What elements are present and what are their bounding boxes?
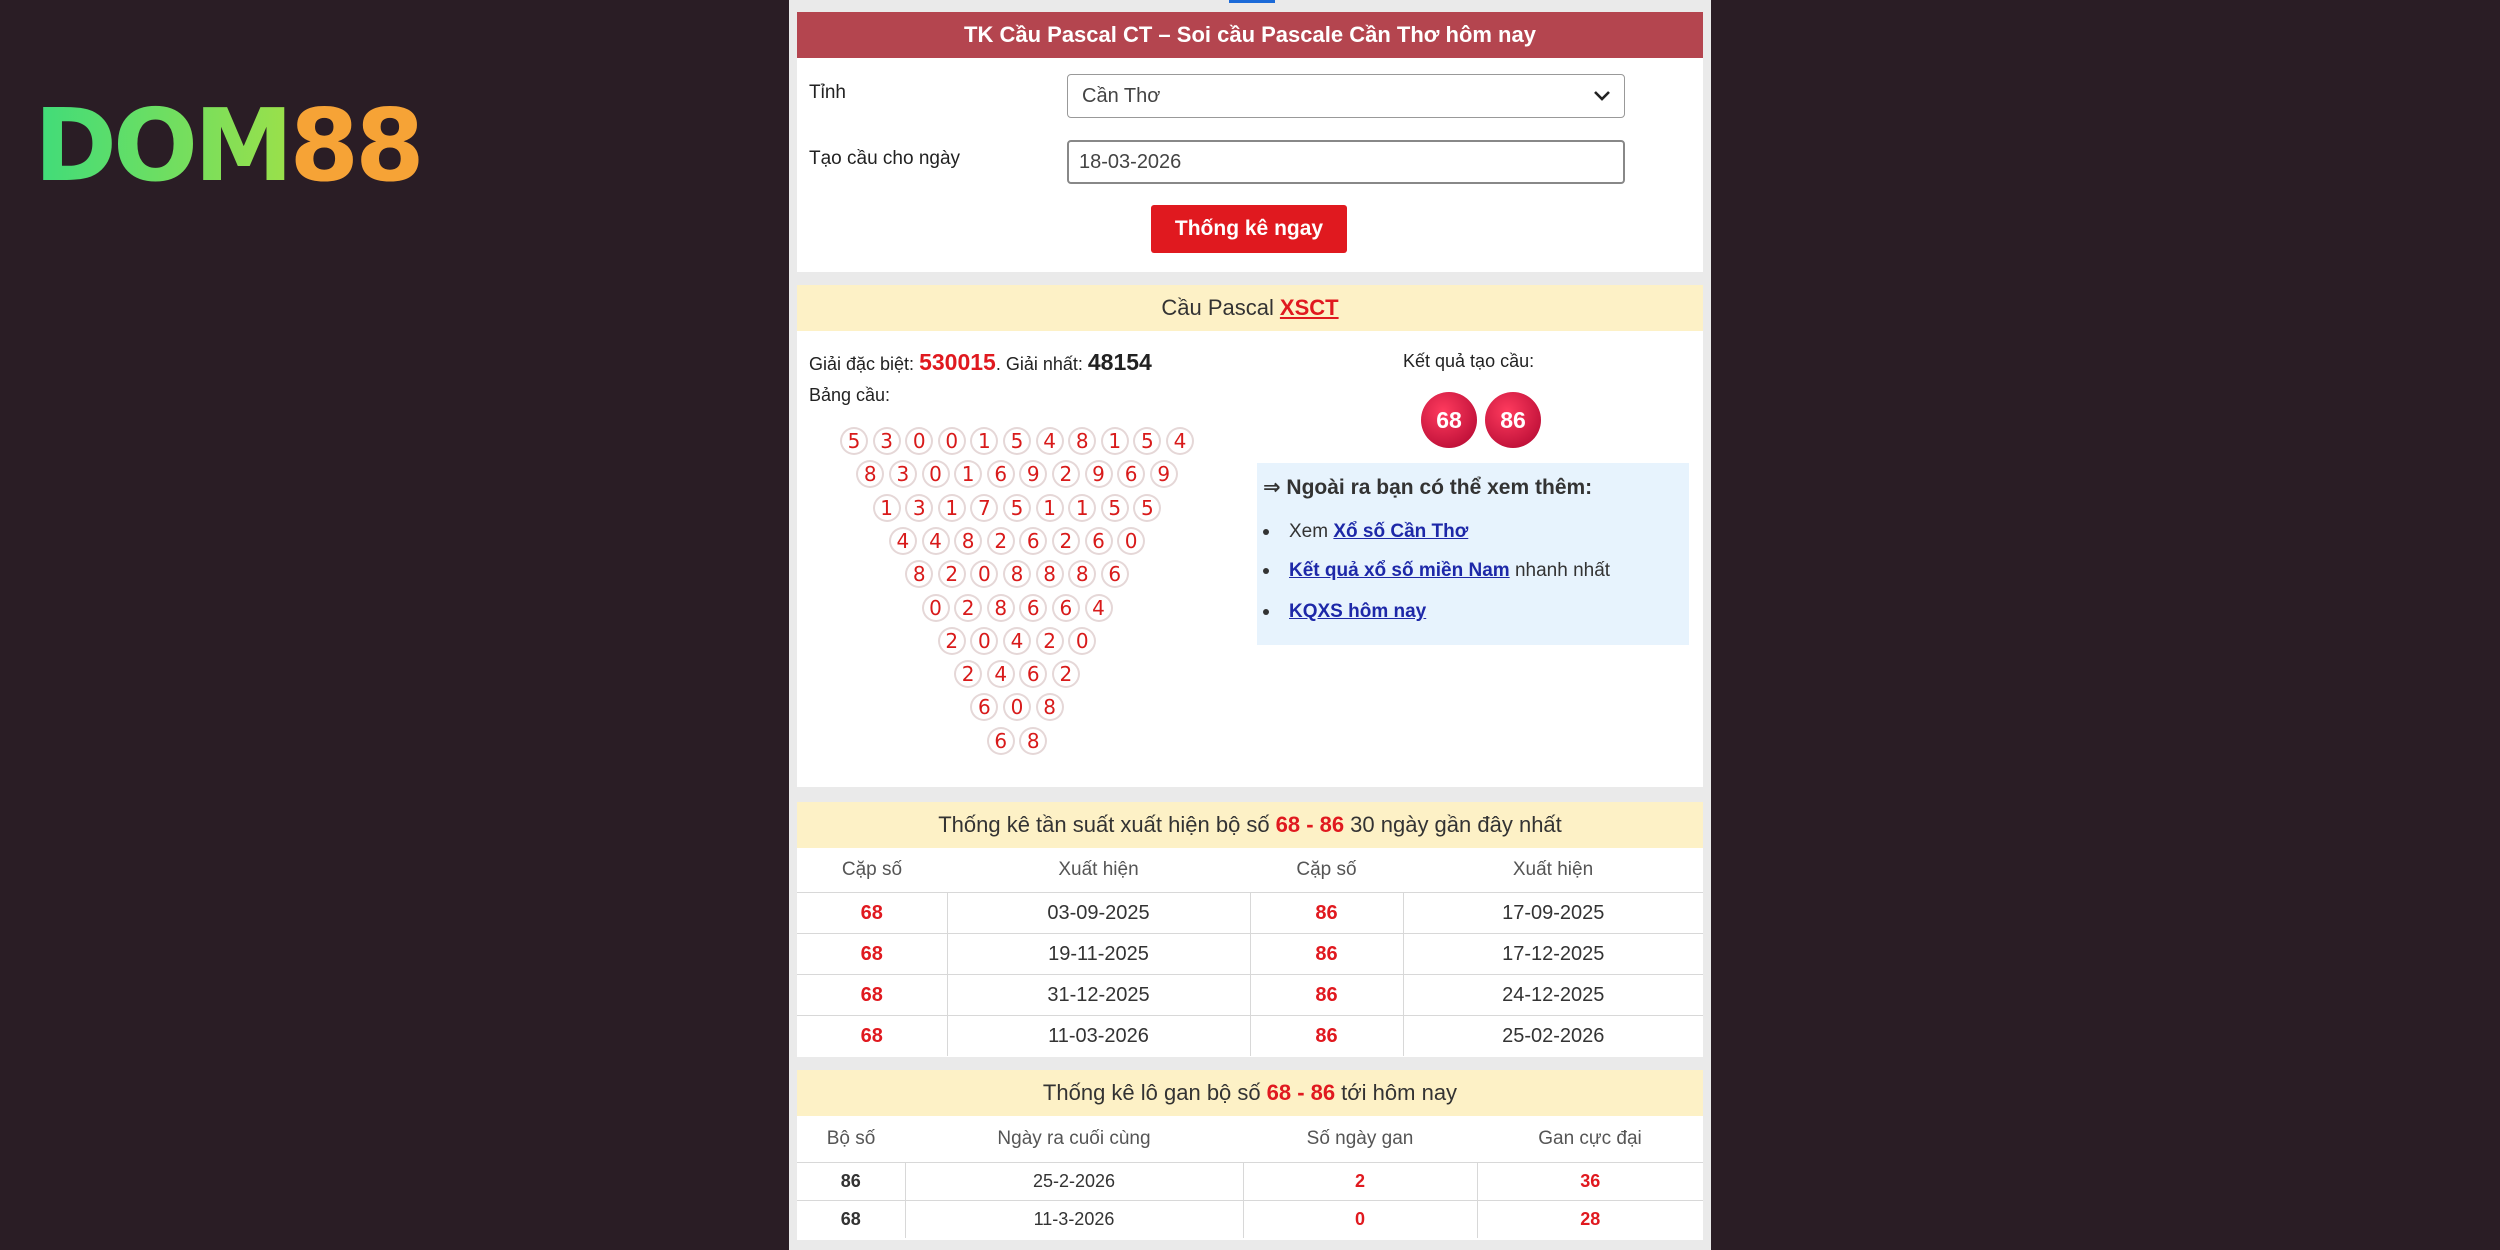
column-header: Gan cực đại xyxy=(1477,1116,1703,1163)
triangle-digit: 2 xyxy=(1052,660,1080,688)
triangle-digit: 8 xyxy=(1003,560,1031,588)
pair-cell: 68 xyxy=(797,1016,947,1057)
main-column xyxy=(789,0,1711,1250)
see-more-box xyxy=(1257,463,1689,645)
triangle-digit: 2 xyxy=(954,594,982,622)
result-ball: 68 xyxy=(1421,392,1477,448)
date-cell: 31-12-2025 xyxy=(947,975,1250,1016)
triangle-digit: 6 xyxy=(1052,594,1080,622)
triangle-digit: 4 xyxy=(1166,427,1194,455)
xsct-link[interactable]: XSCT xyxy=(1279,295,1339,320)
table-header-row xyxy=(797,848,1703,893)
pair-cell: 86 xyxy=(1250,934,1403,975)
lo-gan-table xyxy=(797,1116,1703,1238)
triangle-digit: 1 xyxy=(1068,494,1096,522)
table-label: Bảng cầu: xyxy=(809,385,891,405)
max-gan-cell: 36 xyxy=(1477,1163,1703,1201)
triangle-digit: 3 xyxy=(905,494,933,522)
lo-gan-heading-prefix: Thống kê lô gan bộ số xyxy=(1042,1080,1261,1105)
triangle-digit: 1 xyxy=(873,494,901,522)
date-cell: 11-3-2026 xyxy=(905,1201,1243,1239)
frequency-heading-suffix: 30 ngày gần đây nhất xyxy=(1350,812,1562,837)
pair-cell: 86 xyxy=(797,1163,905,1201)
table-row xyxy=(797,1201,1703,1239)
triangle-digit: 4 xyxy=(922,527,950,555)
pascal-form-card xyxy=(797,12,1703,272)
logo-text-88: 88 xyxy=(289,87,421,204)
triangle-digit: 8 xyxy=(1036,560,1064,588)
triangle-digit: 3 xyxy=(873,427,901,455)
max-gan-cell: 28 xyxy=(1477,1201,1703,1239)
triangle-digit: 0 xyxy=(970,627,998,655)
column-header: Cặp số xyxy=(797,848,947,893)
result-label: Kết quả tạo cầu: xyxy=(1403,351,1535,371)
province-select-value: Cần Thơ xyxy=(1082,84,1161,107)
chevron-down-icon xyxy=(1590,84,1614,108)
pair-cell: 68 xyxy=(797,1201,905,1239)
triangle-digit: 6 xyxy=(987,460,1015,488)
triangle-digit: 9 xyxy=(1019,460,1047,488)
triangle-digit: 5 xyxy=(1101,494,1129,522)
form-title: TK Cầu Pascal CT – Soi cầu Pascale Cần Thơ hôm nay xyxy=(797,12,1703,58)
province-select[interactable] xyxy=(1067,74,1625,118)
list-item xyxy=(1289,521,1468,543)
triangle-digit: 6 xyxy=(1019,594,1047,622)
gan-days-cell: 2 xyxy=(1243,1163,1477,1201)
column-header: Xuất hiện xyxy=(1403,848,1703,893)
date-cell: 11-03-2026 xyxy=(947,1016,1250,1057)
date-cell: 17-12-2025 xyxy=(1403,934,1703,975)
result-ball: 86 xyxy=(1485,392,1541,448)
triangle-digit: 2 xyxy=(987,527,1015,555)
bullet-icon xyxy=(1263,609,1269,615)
triangle-digit: 0 xyxy=(922,460,950,488)
pascal-card xyxy=(797,285,1703,787)
triangle-digit: 4 xyxy=(1003,627,1031,655)
triangle-digit: 8 xyxy=(856,460,884,488)
triangle-digit: 0 xyxy=(1117,527,1145,555)
column-header: Bộ số xyxy=(797,1116,905,1163)
triangle-digit: 2 xyxy=(954,660,982,688)
triangle-digit: 6 xyxy=(1117,460,1145,488)
special-prize-value: 530015 xyxy=(919,349,996,375)
xo-so-can-tho-link[interactable]: Xổ số Cần Thơ xyxy=(1333,521,1469,542)
top-accent-bar xyxy=(1229,0,1275,3)
triangle-digit: 1 xyxy=(970,427,998,455)
dom88-logo xyxy=(34,87,421,204)
triangle-digit: 1 xyxy=(954,460,982,488)
lo-gan-card xyxy=(797,1070,1703,1240)
special-prize-label: Giải đặc biệt: xyxy=(809,354,915,374)
triangle-digit: 9 xyxy=(1085,460,1113,488)
pair-cell: 86 xyxy=(1250,893,1403,934)
triangle-digit: 1 xyxy=(1036,494,1064,522)
table-row xyxy=(797,1016,1703,1057)
triangle-digit: 8 xyxy=(1036,693,1064,721)
triangle-digit: 8 xyxy=(954,527,982,555)
lo-gan-heading-suffix: tới hôm nay xyxy=(1341,1080,1458,1105)
triangle-digit: 8 xyxy=(987,594,1015,622)
frequency-table xyxy=(797,848,1703,1056)
pair-cell: 86 xyxy=(1250,975,1403,1016)
date-input-value: 18-03-2026 xyxy=(1079,150,1182,173)
triangle-digit: 5 xyxy=(1133,427,1161,455)
column-header: Cặp số xyxy=(1250,848,1403,893)
bullet-icon xyxy=(1263,529,1269,535)
kqxs-hom-nay-link[interactable]: KQXS hôm nay xyxy=(1289,601,1427,622)
frequency-heading-prefix: Thống kê tần suất xuất hiện bộ số xyxy=(938,812,1270,837)
triangle-digit: 0 xyxy=(905,427,933,455)
frequency-heading xyxy=(797,802,1703,848)
first-prize-label: . Giải nhất: xyxy=(995,354,1083,374)
date-cell: 17-09-2025 xyxy=(1403,893,1703,934)
date-cell: 25-2-2026 xyxy=(905,1163,1243,1201)
table-header-row xyxy=(797,1116,1703,1163)
table-row xyxy=(797,893,1703,934)
triangle-digit: 9 xyxy=(1150,460,1178,488)
pascal-triangle xyxy=(797,285,1277,787)
table-row xyxy=(797,1163,1703,1201)
see-more-suffix: nhanh nhất xyxy=(1509,560,1611,581)
see-more-prefix: Xem xyxy=(1289,521,1334,542)
triangle-digit: 2 xyxy=(1036,627,1064,655)
triangle-digit: 6 xyxy=(1085,527,1113,555)
date-input[interactable] xyxy=(1067,140,1625,184)
frequency-card xyxy=(797,802,1703,1057)
column-header: Ngày ra cuối cùng xyxy=(905,1116,1243,1163)
pair-cell: 68 xyxy=(797,934,947,975)
pair-cell: 86 xyxy=(1250,1016,1403,1057)
triangle-digit: 0 xyxy=(1003,693,1031,721)
date-cell: 03-09-2025 xyxy=(947,893,1250,934)
triangle-digit: 2 xyxy=(1052,527,1080,555)
triangle-digit: 6 xyxy=(1019,660,1047,688)
see-more-title: ⇒ Ngoài ra bạn có thể xem thêm: xyxy=(1263,476,1593,499)
gan-days-cell: 0 xyxy=(1243,1201,1477,1239)
triangle-digit: 2 xyxy=(938,627,966,655)
pair-cell: 68 xyxy=(797,893,947,934)
date-cell: 19-11-2025 xyxy=(947,934,1250,975)
province-row xyxy=(797,74,1703,124)
triangle-digit: 6 xyxy=(1019,527,1047,555)
triangle-digit: 6 xyxy=(987,727,1015,755)
date-row xyxy=(797,140,1703,190)
triangle-digit: 5 xyxy=(1003,494,1031,522)
triangle-digit: 8 xyxy=(1068,427,1096,455)
triangle-digit: 8 xyxy=(1068,560,1096,588)
column-header: Số ngày gan xyxy=(1243,1116,1477,1163)
triangle-digit: 7 xyxy=(970,494,998,522)
pair-cell: 68 xyxy=(797,975,947,1016)
lo-gan-heading xyxy=(797,1070,1703,1116)
triangle-digit: 3 xyxy=(889,460,917,488)
triangle-digit: 4 xyxy=(889,527,917,555)
province-label: Tỉnh xyxy=(809,82,846,103)
triangle-digit: 5 xyxy=(1003,427,1031,455)
logo-text-dom: DOM xyxy=(34,87,290,204)
triangle-digit: 0 xyxy=(938,427,966,455)
column-header: Xuất hiện xyxy=(947,848,1250,893)
triangle-digit: 4 xyxy=(1085,594,1113,622)
list-item xyxy=(1289,601,1426,623)
triangle-digit: 0 xyxy=(970,560,998,588)
frequency-heading-nums: 68 - 86 xyxy=(1275,812,1345,837)
lo-gan-heading-nums: 68 - 86 xyxy=(1266,1080,1336,1105)
triangle-digit: 5 xyxy=(840,427,868,455)
triangle-digit: 0 xyxy=(922,594,950,622)
date-cell: 24-12-2025 xyxy=(1403,975,1703,1016)
date-cell: 25-02-2026 xyxy=(1403,1016,1703,1057)
first-prize-value: 48154 xyxy=(1087,349,1152,375)
triangle-digit: 8 xyxy=(1019,727,1047,755)
triangle-digit: 0 xyxy=(1068,627,1096,655)
kqxs-mien-nam-link[interactable]: Kết quả xổ số miền Nam xyxy=(1289,560,1510,581)
triangle-digit: 4 xyxy=(987,660,1015,688)
table-row xyxy=(797,934,1703,975)
bullet-icon xyxy=(1263,568,1269,574)
triangle-digit: 5 xyxy=(1133,494,1161,522)
triangle-digit: 1 xyxy=(938,494,966,522)
table-row xyxy=(797,975,1703,1016)
date-label: Tạo cầu cho ngày xyxy=(809,148,961,169)
triangle-digit: 2 xyxy=(1052,460,1080,488)
triangle-digit: 6 xyxy=(970,693,998,721)
pascal-heading-text: Cầu Pascal xyxy=(1161,295,1274,320)
triangle-digit: 4 xyxy=(1036,427,1064,455)
triangle-digit: 2 xyxy=(938,560,966,588)
triangle-digit: 8 xyxy=(905,560,933,588)
triangle-digit: 1 xyxy=(1101,427,1129,455)
list-item xyxy=(1289,560,1610,582)
submit-button[interactable]: Thống kê ngay xyxy=(1151,205,1347,253)
triangle-digit: 6 xyxy=(1101,560,1129,588)
